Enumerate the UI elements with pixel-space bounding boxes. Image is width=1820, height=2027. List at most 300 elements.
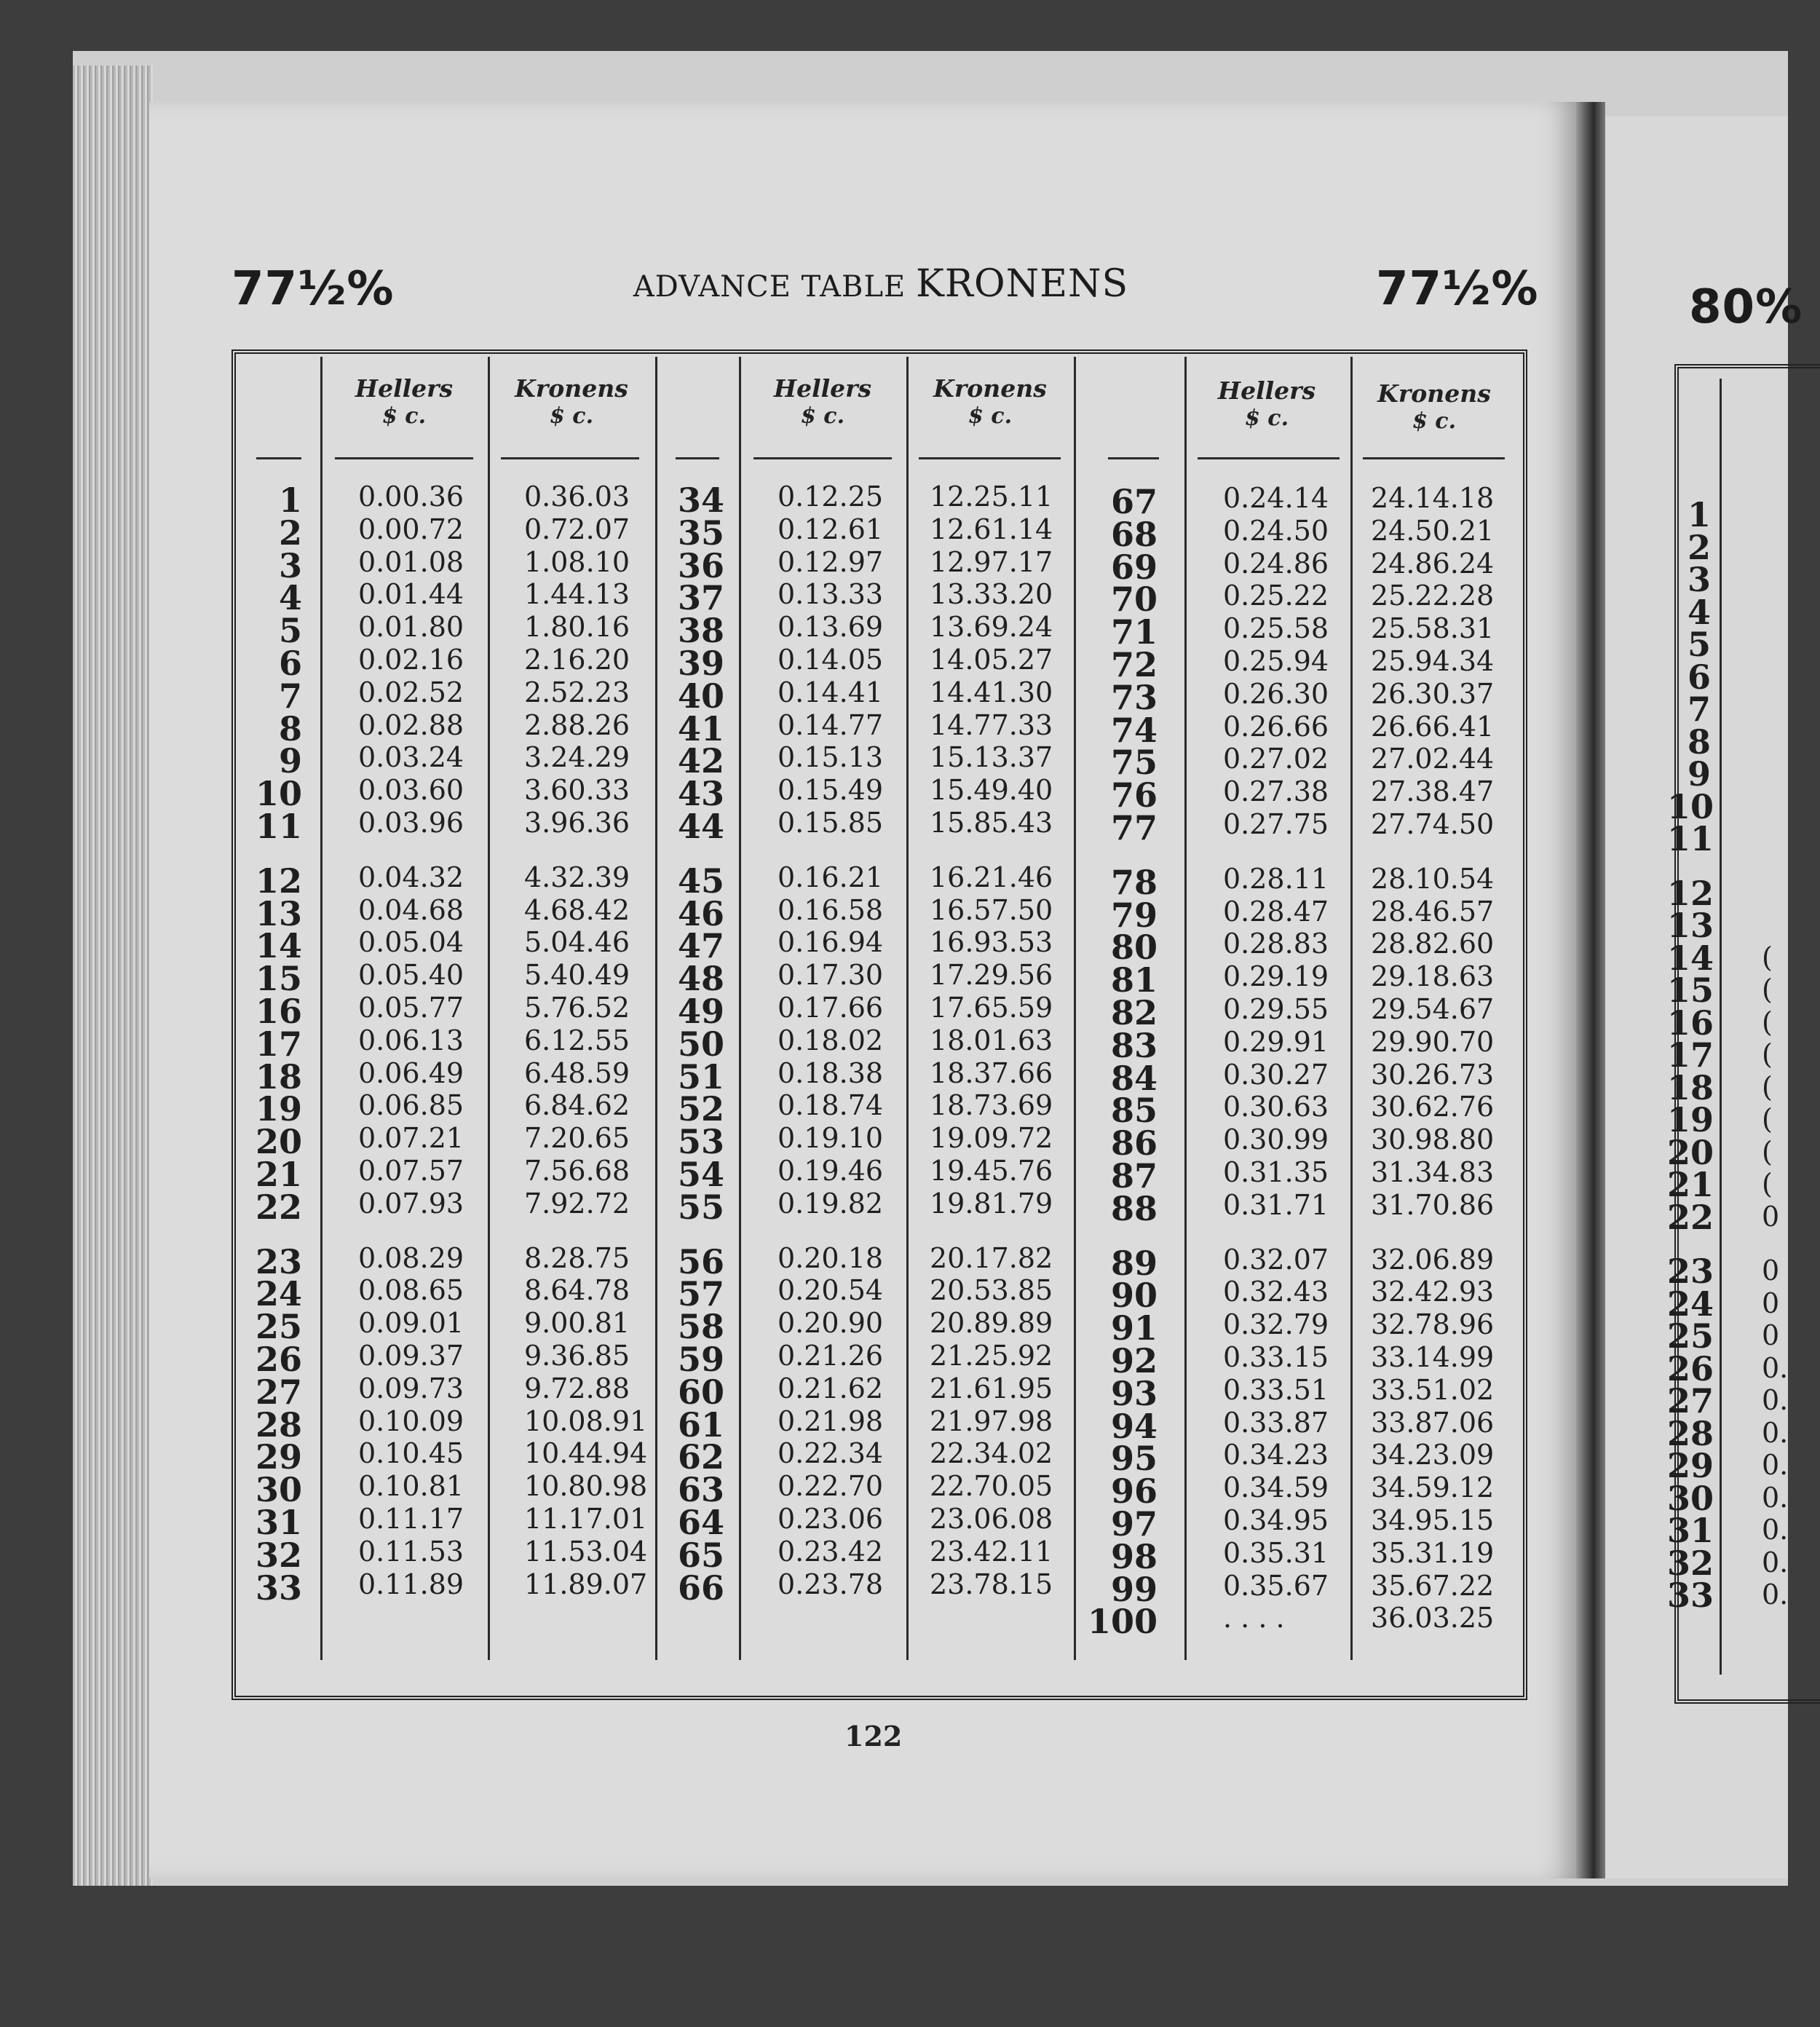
kronens-value: 6.84.62 [524, 1089, 630, 1122]
next-page-row-number: 16 [1667, 1003, 1714, 1043]
row-number: 94 [1110, 1406, 1158, 1446]
row-number: 30 [255, 1470, 302, 1510]
hellers-value: 0.07.93 [358, 1187, 464, 1220]
kronens-value: 0.36.03 [524, 481, 630, 513]
row-number: 75 [1110, 743, 1158, 783]
row-number: 72 [1110, 645, 1158, 684]
hellers-value: 0.04.32 [358, 861, 464, 893]
hellers-value: 0.30.99 [1223, 1123, 1329, 1156]
next-page-row-number: 19 [1667, 1100, 1714, 1139]
row-number: 14 [255, 926, 302, 966]
row-number: 51 [677, 1056, 724, 1097]
kronens-value: 7.92.72 [524, 1187, 630, 1220]
hellers-value: 0.32.79 [1223, 1308, 1329, 1341]
row-number: 90 [1110, 1276, 1158, 1316]
hellers-value: 0.05.04 [358, 926, 464, 959]
kronens-value: 7.20.65 [524, 1122, 630, 1155]
hellers-value: 0.33.51 [1223, 1373, 1329, 1406]
header-percent-right: 77½% [1376, 262, 1539, 316]
row-number: 46 [677, 893, 724, 933]
next-page-row-number: 3 [1687, 560, 1711, 599]
row-number: 70 [1110, 580, 1158, 620]
next-page-row-number: 7 [1687, 690, 1711, 729]
column-header-kronens-3: Kronens $ c. [1377, 379, 1491, 434]
column-rule [320, 357, 323, 1660]
row-number: 42 [677, 741, 724, 781]
row-number: 21 [255, 1155, 302, 1194]
row-number: 57 [677, 1274, 724, 1314]
kronens-value: 24.86.24 [1371, 547, 1495, 580]
next-page-row-number: 2 [1687, 527, 1711, 567]
row-number: 31 [255, 1503, 302, 1542]
hellers-value: 0.18.02 [778, 1024, 884, 1056]
kronens-value: 5.76.52 [524, 992, 630, 1024]
row-number: 48 [677, 959, 724, 999]
kronens-value: 12.25.11 [930, 481, 1053, 513]
next-page-partial-value: ( [1762, 1005, 1773, 1038]
hellers-value: 0.26.66 [1223, 710, 1329, 743]
next-page-row-number: 18 [1667, 1067, 1714, 1107]
next-page-partial-value: ( [1762, 973, 1773, 1005]
row-number: 98 [1110, 1536, 1158, 1576]
hellers-value: 0.28.11 [1223, 862, 1329, 895]
hellers-value: 0.19.46 [778, 1155, 884, 1187]
row-number: 63 [677, 1470, 724, 1510]
kronens-value: 29.90.70 [1371, 1025, 1495, 1058]
kronens-value: 22.70.05 [930, 1470, 1053, 1503]
page-edges [73, 66, 153, 1886]
hellers-value: 0.03.24 [358, 741, 464, 774]
kronens-value: 20.17.82 [930, 1241, 1053, 1274]
row-number: 32 [255, 1535, 302, 1575]
hellers-value: 0.20.18 [778, 1241, 884, 1274]
kronens-value: 15.49.40 [930, 774, 1053, 807]
row-number: 53 [677, 1122, 724, 1162]
kronens-value: 16.57.50 [930, 893, 1053, 926]
hellers-value: 0.21.62 [778, 1372, 884, 1404]
row-number: 3 [278, 545, 302, 585]
kronens-value: 23.78.15 [930, 1568, 1053, 1600]
row-number: 67 [1110, 482, 1158, 521]
kronens-value: 25.22.28 [1371, 580, 1495, 612]
kronens-value: 32.78.96 [1371, 1308, 1495, 1341]
hellers-value: 0.19.82 [778, 1187, 884, 1220]
hellers-value: 0.03.60 [358, 774, 464, 807]
hellers-value: 0.18.74 [778, 1089, 884, 1122]
hellers-value: 0.21.26 [778, 1340, 884, 1372]
next-page-partial-value: 0 [1762, 1287, 1780, 1319]
next-page-partial-value: 0. [1762, 1351, 1789, 1384]
next-page-row-number: 31 [1667, 1511, 1714, 1550]
hellers-value: 0.26.30 [1223, 677, 1329, 710]
row-number: 20 [255, 1122, 302, 1162]
next-page-row-number: 20 [1667, 1132, 1714, 1172]
row-number: 86 [1110, 1123, 1158, 1163]
row-number: 40 [677, 676, 724, 716]
kronens-value: 2.52.23 [524, 676, 630, 708]
hellers-value: 0.12.61 [778, 513, 884, 545]
kronens-value: 1.80.16 [524, 611, 630, 644]
header-rule [1198, 457, 1340, 459]
hellers-value: 0.29.55 [1223, 993, 1329, 1025]
row-number: 24 [255, 1274, 302, 1314]
hellers-value: 0.23.06 [778, 1503, 884, 1535]
hellers-value: 0.30.27 [1223, 1058, 1329, 1091]
kronens-value: 26.66.41 [1371, 710, 1495, 743]
hellers-value: 0.02.52 [358, 676, 464, 708]
next-page-partial-value: 0. [1762, 1384, 1789, 1416]
kronens-value: 35.67.22 [1371, 1569, 1495, 1602]
row-number: 62 [677, 1437, 724, 1477]
hellers-value: 0.04.68 [358, 893, 464, 926]
row-number: 87 [1110, 1156, 1158, 1196]
next-page-row-number: 8 [1687, 722, 1711, 762]
page-title-big: KRONENS [915, 262, 1129, 306]
row-number: 96 [1110, 1471, 1158, 1512]
kronens-value: 0.72.07 [524, 513, 630, 545]
column-header-hellers-1: Hellers $ c. [355, 374, 454, 429]
kronens-value: 24.50.21 [1371, 514, 1495, 547]
hellers-value: 0.25.94 [1223, 645, 1329, 677]
kronens-value: 31.70.86 [1371, 1188, 1495, 1221]
next-page-row-number: 11 [1667, 819, 1714, 858]
row-number: 5 [278, 611, 302, 651]
hellers-value: 0.14.77 [778, 708, 884, 741]
page-number: 122 [844, 1720, 903, 1753]
kronens-value: 20.53.85 [930, 1274, 1053, 1307]
row-number: 78 [1110, 862, 1158, 902]
row-number: 73 [1110, 677, 1158, 717]
column-header-kronens-2: Kronens $ c. [933, 374, 1047, 429]
row-number: 76 [1110, 775, 1158, 815]
row-number: 22 [255, 1187, 302, 1227]
hellers-value: 0.27.02 [1223, 743, 1329, 775]
hellers-value: 0.18.38 [778, 1056, 884, 1089]
row-number: 6 [278, 644, 302, 683]
next-page-row-number: 17 [1667, 1035, 1714, 1075]
hellers-value: 0.02.88 [358, 708, 464, 741]
next-page-row-number: 21 [1667, 1165, 1714, 1204]
row-number: 1 [278, 481, 302, 520]
next-page-row-number: 32 [1667, 1543, 1714, 1583]
hellers-value: 0.17.66 [778, 992, 884, 1024]
next-page-partial-value: 0 [1762, 1200, 1780, 1233]
row-number: 66 [677, 1568, 724, 1608]
hellers-value: 0.02.16 [358, 644, 464, 676]
kronens-value: 27.02.44 [1371, 743, 1495, 775]
next-page-row-number: 5 [1687, 625, 1711, 664]
book-gutter [1576, 102, 1605, 1878]
kronens-value: 8.28.75 [524, 1241, 630, 1274]
row-number: 52 [677, 1089, 724, 1129]
kronens-value: 5.04.46 [524, 926, 630, 959]
page-title [597, 262, 1165, 306]
kronens-value: 28.10.54 [1371, 862, 1495, 895]
row-number: 16 [255, 992, 302, 1031]
row-number: 68 [1110, 514, 1158, 554]
header-rule [501, 457, 639, 459]
kronens-value: 9.36.85 [524, 1340, 630, 1372]
row-number: 44 [677, 807, 724, 846]
hellers-value: 0.07.21 [358, 1122, 464, 1155]
hellers-value: 0.12.97 [778, 545, 884, 578]
kronens-value: 2.16.20 [524, 644, 630, 676]
column-header-hellers-3: Hellers $ c. [1217, 376, 1316, 431]
kronens-value: 21.25.92 [930, 1340, 1053, 1372]
kronens-value: 10.80.98 [524, 1470, 648, 1503]
kronens-value: 34.95.15 [1371, 1504, 1495, 1536]
next-page-column-rule [1720, 379, 1722, 1675]
header-rule [676, 457, 719, 459]
next-page-partial-value: 0 [1762, 1319, 1780, 1351]
kronens-value: 32.42.93 [1371, 1276, 1495, 1308]
kronens-value: 28.46.57 [1371, 895, 1495, 928]
next-page-row-number: 28 [1667, 1413, 1714, 1453]
hellers-value: 0.15.13 [778, 741, 884, 774]
hellers-value: 0.27.75 [1223, 808, 1329, 840]
row-number: 25 [255, 1307, 302, 1347]
header-rule [256, 457, 301, 459]
row-number: 88 [1110, 1188, 1158, 1228]
hellers-value: 0.20.90 [778, 1307, 884, 1340]
hellers-value: 0.09.37 [358, 1340, 464, 1372]
kronens-value: 34.23.09 [1371, 1439, 1495, 1471]
next-page-row-number: 24 [1667, 1284, 1714, 1324]
row-number: 84 [1110, 1058, 1158, 1098]
next-page-row-number: 13 [1667, 906, 1714, 945]
next-page-row-number: 9 [1687, 754, 1711, 794]
row-number: 7 [278, 676, 302, 716]
kronens-value: 9.72.88 [524, 1372, 630, 1404]
row-number: 33 [255, 1568, 302, 1608]
kronens-value: 30.26.73 [1371, 1058, 1495, 1091]
next-page-partial-value: 0. [1762, 1481, 1789, 1514]
hellers-value: 0.16.58 [778, 893, 884, 926]
hellers-value: 0.29.91 [1223, 1025, 1329, 1058]
row-number: 55 [677, 1187, 724, 1227]
next-page-row-number: 1 [1687, 495, 1711, 534]
hellers-value: 0.08.29 [358, 1241, 464, 1274]
next-page-row-number: 23 [1667, 1252, 1714, 1291]
hellers-value: 0.33.15 [1223, 1341, 1329, 1373]
kronens-value: 12.97.17 [930, 545, 1053, 578]
kronens-value: 32.06.89 [1371, 1243, 1495, 1276]
row-number: 34 [677, 481, 724, 520]
row-number: 83 [1110, 1025, 1158, 1065]
next-page-partial-value: ( [1762, 1038, 1773, 1070]
column-rule [739, 357, 741, 1660]
header-rule [335, 457, 473, 459]
row-number: 45 [677, 861, 724, 901]
kronens-value: 9.00.81 [524, 1307, 630, 1340]
row-number: 23 [255, 1241, 302, 1281]
next-page-row-number: 12 [1667, 873, 1714, 913]
header-rule [1363, 457, 1505, 459]
hellers-value: 0.32.07 [1223, 1243, 1329, 1276]
hellers-value: 0.11.53 [358, 1535, 464, 1568]
kronens-value: 23.42.11 [930, 1535, 1053, 1568]
column-header-hellers-2: Hellers $ c. [773, 374, 872, 429]
hellers-value: 0.22.34 [778, 1437, 884, 1470]
kronens-value: 16.21.46 [930, 861, 1053, 893]
kronens-value: 17.65.59 [930, 992, 1053, 1024]
hellers-value: 0.05.40 [358, 959, 464, 992]
hellers-value: 0.05.77 [358, 992, 464, 1024]
hellers-value: 0.35.31 [1223, 1536, 1329, 1569]
next-page-percent: 80% [1689, 280, 1803, 334]
kronens-value: 5.40.49 [524, 959, 630, 992]
hellers-value: 0.12.25 [778, 481, 884, 513]
next-page-partial-value: ( [1762, 1168, 1773, 1200]
row-number: 13 [255, 893, 302, 933]
hellers-value: 0.14.05 [778, 644, 884, 676]
kronens-value: 34.59.12 [1371, 1471, 1495, 1504]
hellers-value: 0.07.57 [358, 1155, 464, 1187]
hellers-value: 0.34.95 [1223, 1504, 1329, 1536]
kronens-value: 36.03.25 [1371, 1602, 1495, 1635]
hellers-value: 0.28.47 [1223, 895, 1329, 928]
next-page-partial-value: 0. [1762, 1416, 1789, 1449]
kronens-value: 25.58.31 [1371, 612, 1495, 645]
kronens-value: 27.74.50 [1371, 808, 1495, 840]
kronens-value: 22.34.02 [930, 1437, 1053, 1470]
hellers-value: 0.25.22 [1223, 580, 1329, 612]
hellers-value: 0.00.36 [358, 481, 464, 513]
row-number: 77 [1110, 808, 1158, 847]
row-number: 35 [677, 513, 724, 553]
hellers-value: 0.29.19 [1223, 960, 1329, 993]
row-number: 47 [677, 926, 724, 966]
column-rule [1184, 357, 1187, 1660]
hellers-value: 0.06.13 [358, 1024, 464, 1056]
kronens-value: 11.53.04 [524, 1535, 648, 1568]
hellers-value: 0.19.10 [778, 1122, 884, 1155]
kronens-value: 21.97.98 [930, 1404, 1053, 1437]
next-page-row-number: 22 [1667, 1197, 1714, 1237]
row-number: 26 [255, 1340, 302, 1379]
kronens-value: 13.69.24 [930, 611, 1053, 644]
hellers-value: 0.30.63 [1223, 1091, 1329, 1123]
next-page-partial-value: 0. [1762, 1578, 1789, 1611]
hellers-value: 0.11.89 [358, 1568, 464, 1600]
row-number: 64 [677, 1503, 724, 1542]
row-number: 17 [255, 1024, 302, 1064]
row-number: 50 [677, 1024, 724, 1064]
kronens-value: 27.38.47 [1371, 775, 1495, 808]
hellers-value: 0.28.83 [1223, 928, 1329, 960]
kronens-value: 19.09.72 [930, 1122, 1053, 1155]
row-number: 97 [1110, 1504, 1158, 1544]
kronens-value: 26.30.37 [1371, 677, 1495, 710]
hellers-value: 0.24.86 [1223, 547, 1329, 580]
next-page-row-number: 29 [1667, 1446, 1714, 1485]
row-number: 10 [255, 774, 302, 814]
row-number: 71 [1110, 612, 1158, 652]
next-page-partial-value: ( [1762, 1135, 1773, 1168]
hellers-value: 0.35.67 [1223, 1569, 1329, 1602]
hellers-value: 0.34.23 [1223, 1439, 1329, 1471]
row-number: 9 [278, 741, 302, 781]
kronens-value: 14.41.30 [930, 676, 1053, 708]
column-header-kronens-1: Kronens $ c. [515, 374, 628, 429]
row-number: 11 [255, 807, 302, 846]
hellers-value: 0.10.09 [358, 1404, 464, 1437]
next-page-row-number: 30 [1667, 1478, 1714, 1518]
hellers-value: 0.11.17 [358, 1503, 464, 1535]
kronens-value: 15.85.43 [930, 807, 1053, 839]
hellers-value: 0.09.01 [358, 1307, 464, 1340]
next-page-row-number: 14 [1667, 938, 1714, 978]
row-number: 69 [1110, 547, 1158, 587]
kronens-value: 3.60.33 [524, 774, 630, 807]
hellers-value: 0.00.72 [358, 513, 464, 545]
kronens-value: 21.61.95 [930, 1372, 1053, 1404]
next-page-partial-value: 0 [1762, 1254, 1780, 1287]
row-number: 28 [255, 1404, 302, 1445]
kronens-value: 8.64.78 [524, 1274, 630, 1307]
row-number: 12 [255, 861, 302, 901]
row-number: 99 [1110, 1569, 1158, 1609]
hellers-value: 0.10.81 [358, 1470, 464, 1503]
kronens-value: 10.44.94 [524, 1437, 648, 1470]
hellers-value: 0.31.71 [1223, 1188, 1329, 1221]
page-title-small: ADVANCE TABLE [633, 270, 906, 304]
hellers-value: 0.09.73 [358, 1372, 464, 1404]
hellers-value: 0.25.58 [1223, 612, 1329, 645]
row-number: 41 [677, 708, 724, 748]
hellers-value: 0.08.65 [358, 1274, 464, 1307]
hellers-value: 0.33.87 [1223, 1406, 1329, 1439]
next-page-partial-value: 0. [1762, 1514, 1789, 1546]
kronens-value: 18.73.69 [930, 1089, 1053, 1122]
row-number: 8 [278, 708, 302, 748]
row-number: 74 [1110, 710, 1158, 750]
next-page-row-number: 33 [1667, 1576, 1714, 1615]
kronens-value: 15.13.37 [930, 741, 1053, 774]
row-number: 18 [255, 1056, 302, 1097]
hellers-value: 0.15.49 [778, 774, 884, 807]
row-number: 56 [677, 1241, 724, 1281]
row-number: 27 [255, 1372, 302, 1412]
hellers-value: 0.13.69 [778, 611, 884, 644]
kronens-value: 14.77.33 [930, 708, 1053, 741]
header-rule [753, 457, 892, 459]
hellers-value: 0.16.21 [778, 861, 884, 893]
kronens-value: 10.08.91 [524, 1404, 648, 1437]
next-page-partial-value: ( [1762, 1070, 1773, 1103]
kronens-value: 7.56.68 [524, 1155, 630, 1187]
hellers-value: 0.31.35 [1223, 1156, 1329, 1188]
hellers-value: 0.15.85 [778, 807, 884, 839]
kronens-value: 4.68.42 [524, 893, 630, 926]
hellers-value: 0.23.42 [778, 1535, 884, 1568]
hellers-value: . . . . [1223, 1602, 1285, 1635]
hellers-value: 0.14.41 [778, 676, 884, 708]
next-page-row-number: 25 [1667, 1316, 1714, 1356]
kronens-value: 3.24.29 [524, 741, 630, 774]
row-number: 19 [255, 1089, 302, 1129]
row-number: 65 [677, 1535, 724, 1575]
row-number: 59 [677, 1340, 724, 1379]
kronens-value: 30.62.76 [1371, 1091, 1495, 1123]
row-number: 2 [278, 513, 302, 553]
kronens-value: 2.88.26 [524, 708, 630, 741]
kronens-value: 13.33.20 [930, 578, 1053, 611]
kronens-value: 18.37.66 [930, 1056, 1053, 1089]
next-page-row-number: 26 [1667, 1348, 1714, 1388]
header-rule [1108, 457, 1159, 459]
next-page-row-number: 6 [1687, 657, 1711, 697]
